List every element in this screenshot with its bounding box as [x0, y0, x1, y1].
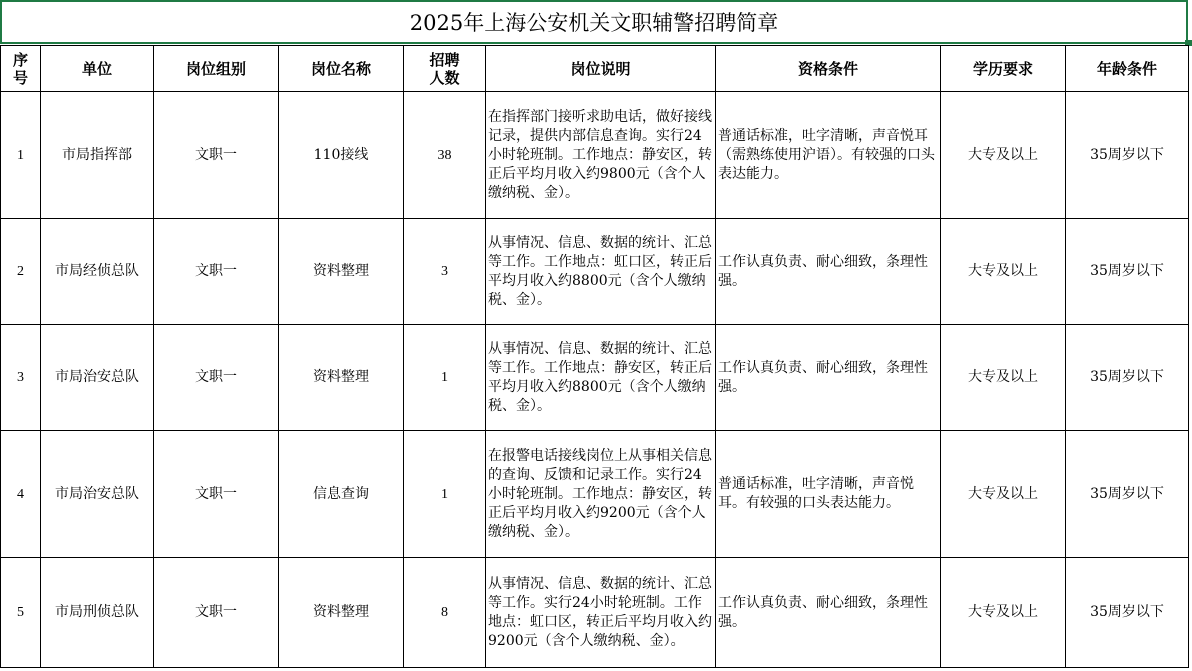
header-group[interactable]: 岗位组别 — [154, 46, 279, 92]
cell-post[interactable]: 资料整理 — [279, 325, 404, 431]
cell-group[interactable]: 文职一 — [154, 431, 279, 558]
cell-edu[interactable]: 大专及以上 — [941, 92, 1066, 219]
cell-age[interactable]: 35周岁以下 — [1066, 431, 1189, 558]
cell-group[interactable]: 文职一 — [154, 219, 279, 325]
cell-unit[interactable]: 市局指挥部 — [41, 92, 154, 219]
cell-edu[interactable]: 大专及以上 — [941, 431, 1066, 558]
header-age[interactable]: 年龄条件 — [1066, 46, 1189, 92]
cell-seq[interactable]: 3 — [1, 325, 41, 431]
cell-edu[interactable]: 大专及以上 — [941, 219, 1066, 325]
cell-count[interactable]: 38 — [404, 92, 486, 219]
header-row — [1, 46, 1189, 92]
cell-edu[interactable]: 大专及以上 — [941, 558, 1066, 668]
cell-edu[interactable]: 大专及以上 — [941, 325, 1066, 431]
cell-qual[interactable]: 工作认真负责、耐心细致，条理性强。 — [716, 325, 941, 431]
cell-post[interactable]: 资料整理 — [279, 219, 404, 325]
table-row — [1, 92, 1189, 219]
header-seq[interactable]: 序 号 — [1, 46, 41, 92]
header-desc[interactable]: 岗位说明 — [486, 46, 716, 92]
cell-group[interactable]: 文职一 — [154, 558, 279, 668]
cell-desc[interactable]: 从事情况、信息、数据的统计、汇总等工作。实行24小时轮班制。工作地点：虹口区，转正后平均月收入约9200元（含个人缴纳税、金）。 — [486, 558, 716, 668]
cell-post[interactable]: 资料整理 — [279, 558, 404, 668]
header-unit[interactable]: 单位 — [41, 46, 154, 92]
cell-count[interactable]: 8 — [404, 558, 486, 668]
recruitment-table — [0, 45, 1189, 668]
cell-unit[interactable]: 市局治安总队 — [41, 431, 154, 558]
cell-qual[interactable]: 工作认真负责、耐心细致，条理性强。 — [716, 219, 941, 325]
cell-count[interactable]: 1 — [404, 325, 486, 431]
cell-post[interactable]: 110接线 — [279, 92, 404, 219]
cell-unit[interactable]: 市局刑侦总队 — [41, 558, 154, 668]
sheet-title[interactable]: 2025年上海公安机关文职辅警招聘简章 — [0, 0, 1188, 44]
cell-age[interactable]: 35周岁以下 — [1066, 219, 1189, 325]
header-edu[interactable]: 学历要求 — [941, 46, 1066, 92]
cell-age[interactable]: 35周岁以下 — [1066, 92, 1189, 219]
cell-post[interactable]: 信息查询 — [279, 431, 404, 558]
cell-age[interactable]: 35周岁以下 — [1066, 325, 1189, 431]
cell-desc[interactable]: 从事情况、信息、数据的统计、汇总等工作。工作地点：虹口区，转正后平均月收入约8800元（含个人缴纳税、金）。 — [486, 219, 716, 325]
cell-seq[interactable]: 2 — [1, 219, 41, 325]
cell-group[interactable]: 文职一 — [154, 92, 279, 219]
header-count[interactable]: 招聘 人数 — [404, 46, 486, 92]
table-row — [1, 325, 1189, 431]
table-row — [1, 431, 1189, 558]
table-row — [1, 219, 1189, 325]
cell-qual[interactable]: 普通话标准，吐字清晰，声音悦耳（需熟练使用沪语）。有较强的口头表达能力。 — [716, 92, 941, 219]
cell-unit[interactable]: 市局治安总队 — [41, 325, 154, 431]
cell-unit[interactable]: 市局经侦总队 — [41, 219, 154, 325]
cell-count[interactable]: 1 — [404, 431, 486, 558]
cell-count[interactable]: 3 — [404, 219, 486, 325]
cell-desc[interactable]: 从事情况、信息、数据的统计、汇总等工作。工作地点：静安区，转正后平均月收入约8800元（含个人缴纳税、金）。 — [486, 325, 716, 431]
cell-group[interactable]: 文职一 — [154, 325, 279, 431]
cell-desc[interactable]: 在指挥部门接听求助电话，做好接线记录，提供内部信息查询。实行24小时轮班制。工作地点：静安区，转正后平均月收入约9800元（含个人缴纳税、金）。 — [486, 92, 716, 219]
cell-qual[interactable]: 工作认真负责、耐心细致，条理性强。 — [716, 558, 941, 668]
cell-age[interactable]: 35周岁以下 — [1066, 558, 1189, 668]
cell-seq[interactable]: 5 — [1, 558, 41, 668]
header-qual[interactable]: 资格条件 — [716, 46, 941, 92]
cell-qual[interactable]: 普通话标准，吐字清晰，声音悦耳。有较强的口头表达能力。 — [716, 431, 941, 558]
table-row — [1, 558, 1189, 668]
cell-desc[interactable]: 在报警电话接线岗位上从事相关信息的查询、反馈和记录工作。实行24小时轮班制。工作地点：静安区，转正后平均月收入约9200元（含个人缴纳税、金）。 — [486, 431, 716, 558]
header-post[interactable]: 岗位名称 — [279, 46, 404, 92]
cell-seq[interactable]: 1 — [1, 92, 41, 219]
cell-seq[interactable]: 4 — [1, 431, 41, 558]
